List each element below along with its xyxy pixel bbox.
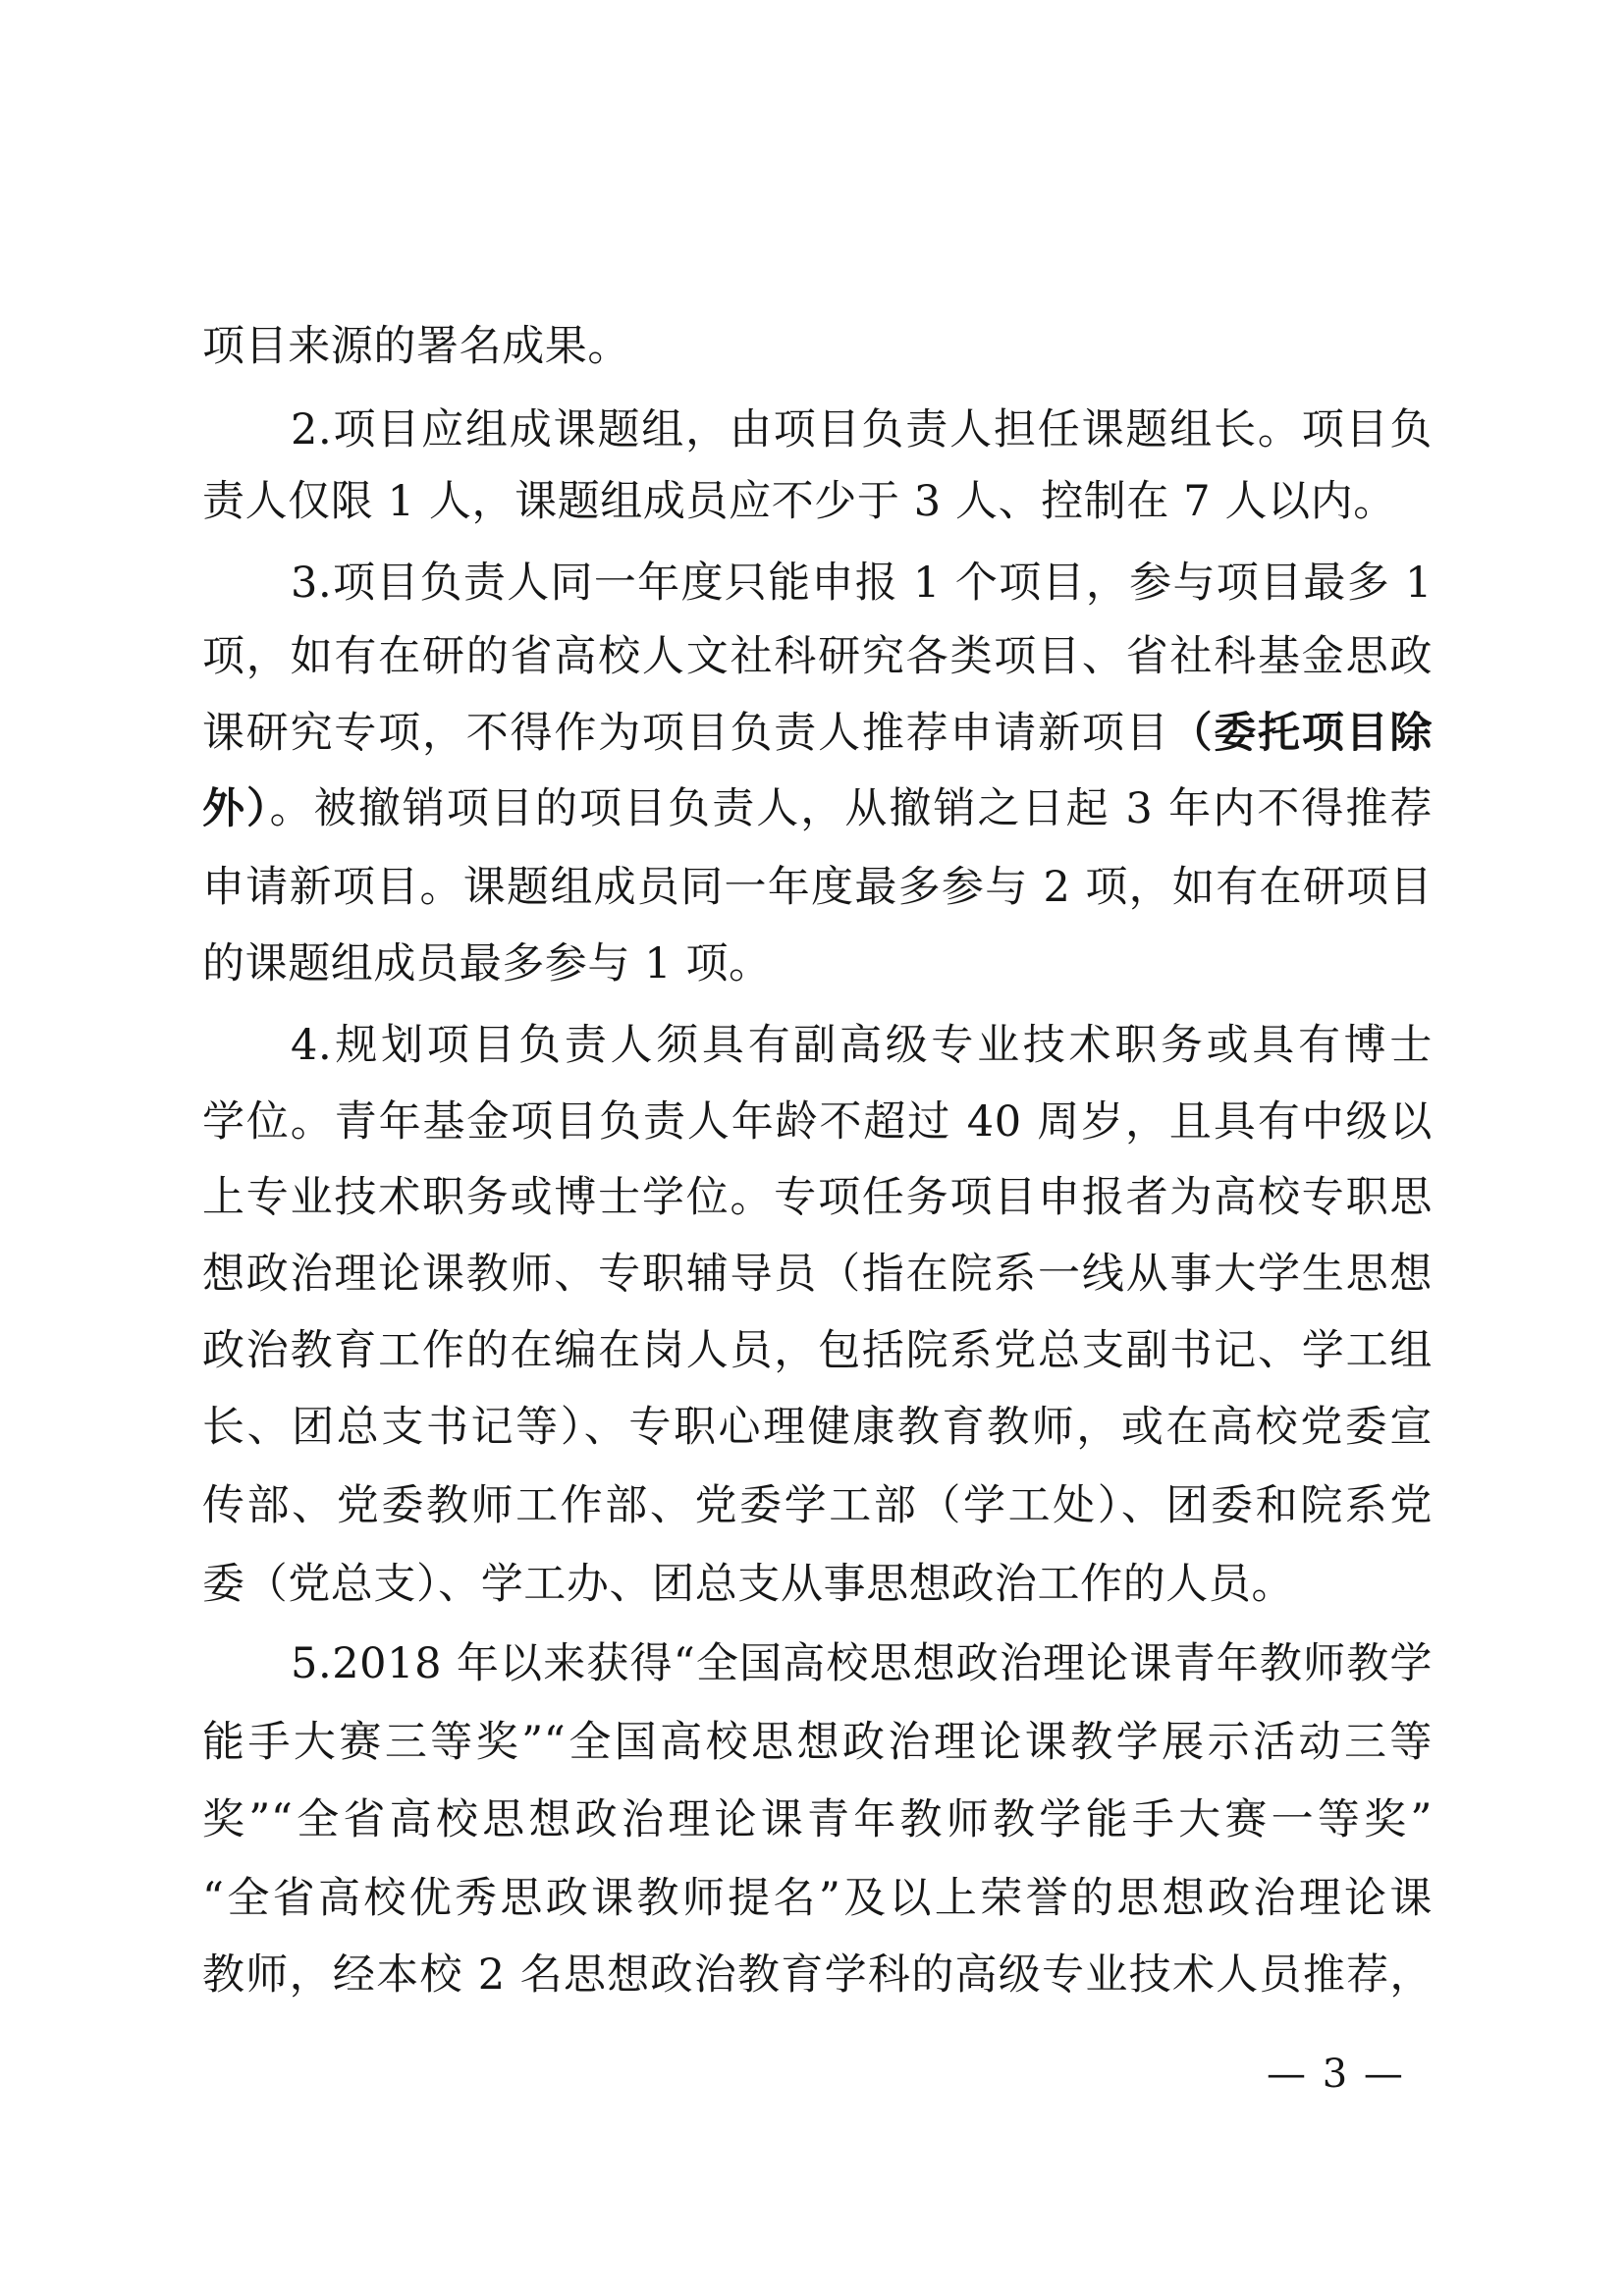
body-line: 学位。青年基金项目负责人年龄不超过 40 周岁，且具有中级以 — [202, 1097, 1433, 1147]
page-number: — 3 — — [1267, 2052, 1405, 2097]
body-line: 的课题组成员最多参与 1 项。 — [202, 939, 772, 988]
body-line: 想政治理论课教师、专职辅导员（指在院系一线从事大学生思想 — [202, 1250, 1433, 1299]
body-line: 奖”“全省高校思想政治理论课青年教师教学能手大赛一等奖” — [202, 1795, 1433, 1844]
body-line: 项目来源的署名成果。 — [202, 322, 630, 371]
body-line: 申请新项目。课题组成员同一年度最多参与 2 项，如有在研项目 — [202, 863, 1433, 912]
body-line: 2.项目应组成课题组，由项目负责人担任课题组长。项目负 — [291, 405, 1433, 454]
body-line: 责人仅限 1 人，课题组成员应不少于 3 人、控制在 7 人以内。 — [202, 477, 1396, 526]
body-line: 传部、党委教师工作部、党委学工部（学工处）、团委和院系党 — [202, 1481, 1433, 1530]
body-line — [202, 708, 1433, 759]
body-line: 5.2018 年以来获得“全国高校思想政治理论课青年教师教学 — [291, 1639, 1433, 1688]
text-run: 。被撤销项目的项目负责人，从撤销之日起 3 年内不得推荐 — [269, 784, 1434, 833]
body-line: 能手大赛三等奖”“全国高校思想政治理论课教学展示活动三等 — [202, 1718, 1433, 1767]
body-line: 政治教育工作的在编在岗人员，包括院系党总支副书记、学工组 — [202, 1326, 1433, 1375]
body-line: 4.规划项目负责人须具有副高级专业技术职务或具有博士 — [291, 1021, 1433, 1070]
body-line: “全省高校优秀思政课教师提名”及以上荣誉的思想政治理论课 — [202, 1874, 1433, 1923]
body-line: 上专业技术职务或博士学位。专项任务项目申报者为高校专职思 — [202, 1173, 1433, 1222]
body-line: 项，如有在研的省高校人文社科研究各类项目、省社科基金思政 — [202, 632, 1433, 681]
body-line: 长、团总支书记等）、专职心理健康教育教师，或在高校党委宣 — [202, 1403, 1433, 1452]
body-line — [202, 783, 1433, 834]
text-run: 课研究专项，不得作为项目负责人推荐申请新项目 — [202, 709, 1170, 758]
body-line: 教师，经本校 2 名思想政治教育学科的高级专业技术人员推荐， — [202, 1950, 1433, 2000]
body-line: 3.项目负责人同一年度只能申报 1 个项目，参与项目最多 1 — [291, 559, 1433, 608]
bold-text-run: （委托项目除 — [1169, 709, 1433, 758]
body-line: 委（党总支）、学工办、团总支从事思想政治工作的人员。 — [202, 1560, 1295, 1609]
bold-text-run: 外） — [202, 784, 270, 833]
